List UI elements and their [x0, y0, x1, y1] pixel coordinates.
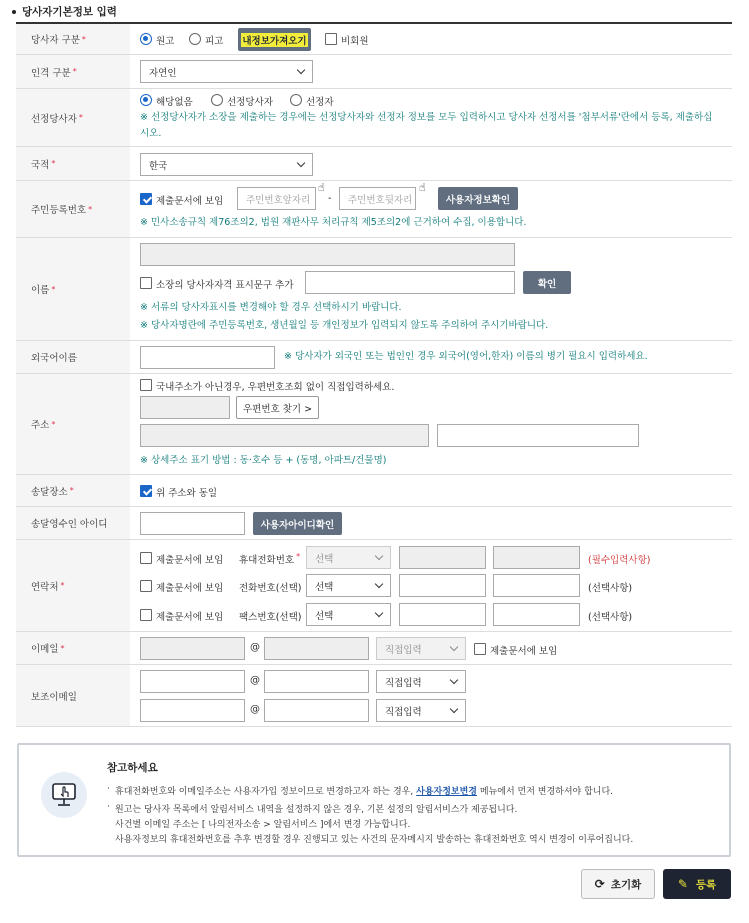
phone-hint: (선택사항): [588, 583, 633, 594]
verify-user-info-button[interactable]: 사용자정보확인: [438, 187, 518, 210]
chevron-down-icon: [450, 705, 458, 713]
fax-last-input[interactable]: [493, 603, 580, 626]
row-rrn: [16, 181, 732, 238]
row-name: [16, 238, 732, 341]
zipcode-input[interactable]: [140, 396, 230, 419]
sub-email-domain-input-2[interactable]: [264, 699, 369, 722]
rrn-dash: -: [328, 193, 332, 204]
reference-line-3: 사건별 이메일 주소는 [ 나의전자소송 > 알림서비스 ]에서 변경 가능합니다.: [115, 820, 411, 830]
mobile-prefix-select[interactable]: 선택: [306, 546, 391, 569]
radio-defendant-label: 피고: [205, 36, 224, 47]
address-main-input[interactable]: [140, 424, 429, 447]
row-address: [16, 374, 732, 475]
sub-email-domain-select-2[interactable]: 직접입력: [376, 699, 466, 722]
hand-cursor-icon: ☝: [318, 181, 325, 194]
row-sub-email: [16, 665, 732, 727]
row-party-type: [16, 24, 732, 55]
sub-email-domain-select-1[interactable]: 직접입력: [376, 670, 466, 693]
receiver-id-input[interactable]: [140, 512, 245, 535]
chevron-down-icon: [375, 552, 383, 560]
phone-last-input[interactable]: [493, 574, 580, 597]
mobile-show-label: 제출문서에 보임: [156, 555, 224, 566]
submit-button[interactable]: ✎ 등록: [663, 869, 731, 899]
rrn-show-checkbox[interactable]: [140, 193, 152, 205]
radio-selected-party[interactable]: [211, 94, 223, 106]
qualification-input[interactable]: [305, 271, 515, 294]
phone-middle-input[interactable]: [399, 574, 486, 597]
mobile-middle-input[interactable]: [399, 546, 486, 569]
label-nationality: 국적 *: [16, 147, 130, 180]
hand-cursor-icon: ☝: [419, 181, 426, 194]
row-email: [16, 632, 732, 665]
radio-defendant[interactable]: [189, 33, 201, 45]
reference-line-4: 사용자정보의 휴대전화번호를 추후 변경할 경우 진행되고 있는 사건의 문자메시지 발송하는 휴대전화번호 역시 변경이 이루어집니다.: [115, 835, 634, 845]
section-title: 당사자기본정보 입력: [12, 4, 117, 19]
same-address-label: 위 주소와 동일: [156, 488, 218, 499]
label-party-type: 당사자 구분 *: [16, 24, 130, 54]
person-type-select[interactable]: 자연인: [140, 60, 313, 83]
mobile-hint: (필수입력사항): [588, 555, 651, 566]
address-detail-input[interactable]: [437, 424, 639, 447]
label-foreign-name: 외국어이름: [16, 341, 130, 373]
non-member-label: 비회원: [341, 36, 369, 47]
fax-label: 팩스번호(선택): [239, 612, 302, 623]
label-contact: 연락처 *: [16, 540, 130, 631]
email-domain-select[interactable]: 직접입력: [376, 637, 466, 660]
foreign-name-note: ※ 당사자가 외국인 또는 법인인 경우 외국어(영어,한자) 이름의 병기 필요시 입력하세요.: [284, 351, 648, 362]
label-rrn: 주민등록번호 *: [16, 181, 130, 237]
row-delivery-receiver: [16, 507, 732, 540]
email-domain-input[interactable]: [264, 637, 369, 660]
label-email: 이메일 *: [16, 632, 130, 664]
reference-line-2: · 원고는 당사자 목록에서 알림서비스 내역을 설정하지 않은 경우, 기본 설정의 알림서비스가 제공됩니다.: [107, 802, 518, 815]
mobile-show-checkbox[interactable]: [140, 552, 152, 564]
reference-line-1: · 휴대전화번호와 이메일주소는 사용자가입 정보이므로 변경하고자 하는 경우, 사용자정보변경 메뉴에서 먼저 변경하셔야 합니다.: [107, 784, 614, 797]
email-at: @: [250, 642, 260, 653]
label-delivery-receiver: 송달영수인 아이디: [16, 507, 130, 539]
rrn-show-label: 제출문서에 보임: [156, 196, 224, 207]
radio-selector[interactable]: [290, 94, 302, 106]
phone-show-label: 제출문서에 보임: [156, 583, 224, 594]
find-zipcode-button[interactable]: 우편번호 찾기 >: [236, 396, 319, 419]
refresh-icon: ⟳: [594, 877, 605, 891]
selected-party-note: ※ 선정당사자가 소장을 제출하는 경우에는 선정당사자와 선정자 정보를 모두 입력하시고 당사자 선정서를 '첨부서류'란에서 등록, 제출하십시오.: [140, 112, 713, 139]
sub-email-at-2: @: [250, 704, 260, 715]
reset-button[interactable]: ⟳ 초기화: [581, 869, 655, 899]
row-selected-party: [16, 89, 732, 147]
email-show-checkbox[interactable]: [474, 643, 486, 655]
load-my-info-button[interactable]: 내정보가져오기: [238, 28, 311, 51]
address-note: ※ 상세주소 표기 방법 : 동·호수 등 + (동명, 아파트/건물명): [140, 455, 387, 466]
pencil-icon: ✎: [677, 877, 688, 891]
email-show-label: 제출문서에 보임: [490, 646, 558, 657]
radio-selector-label: 선정자: [306, 97, 334, 108]
reference-title: 참고하세요: [107, 762, 158, 774]
sub-email-local-input-2[interactable]: [140, 699, 245, 722]
qualification-label: 소장의 당사자자격 표시문구 추가: [156, 280, 294, 291]
phone-label: 전화번호(선택): [239, 583, 302, 594]
domestic-address-checkbox[interactable]: [140, 379, 152, 391]
radio-plaintiff[interactable]: [140, 33, 152, 45]
fax-hint: (선택사항): [588, 612, 633, 623]
label-delivery-place: 송달장소 *: [16, 475, 130, 506]
user-info-change-link[interactable]: 사용자정보변경: [416, 787, 477, 797]
label-name: 이름 *: [16, 238, 130, 340]
chevron-down-icon: [297, 66, 305, 74]
domestic-address-label: 국내주소가 아닌경우, 우편번호조회 없이 직접입력하세요.: [156, 382, 395, 393]
fax-middle-input[interactable]: [399, 603, 486, 626]
chevron-down-icon: [450, 676, 458, 684]
sub-email-at-1: @: [250, 675, 260, 686]
radio-selected-party-label: 선정당사자: [227, 97, 273, 108]
computer-icon: [41, 772, 87, 818]
label-address: 주소 *: [16, 374, 130, 474]
fax-prefix-select[interactable]: 선택: [306, 603, 391, 626]
mobile-label: 휴대전화번호 *: [239, 552, 301, 566]
chevron-down-icon: [375, 609, 383, 617]
label-person-type: 인격 구분 *: [16, 55, 130, 88]
radio-plaintiff-label: 원고: [156, 36, 175, 47]
rrn-note: ※ 민사소송규칙 제76조의2, 법원 재판사무 처리규칙 제5조의2에 근거하여 수집, 이용합니다.: [140, 217, 527, 228]
qualification-checkbox[interactable]: [140, 277, 152, 289]
nationality-select[interactable]: 한국: [140, 153, 313, 176]
foreign-name-input[interactable]: [140, 346, 275, 369]
mobile-last-input[interactable]: [493, 546, 580, 569]
row-contact: [16, 540, 732, 632]
fax-show-checkbox[interactable]: [140, 609, 152, 621]
radio-none-label: 해당없음: [156, 97, 193, 108]
fax-show-label: 제출문서에 보임: [156, 612, 224, 623]
qualification-confirm-button[interactable]: 확인: [523, 271, 571, 294]
name-note-2: ※ 당사자명란에 주민등록번호, 생년월일 등 개인정보가 입력되지 않도록 주의하여 주시기바랍니다.: [140, 320, 549, 331]
row-nationality: [16, 147, 732, 181]
name-note-1: ※ 서류의 당사자표시를 변경해야 할 경우 선택하시기 바랍니다.: [140, 302, 402, 313]
bullet-icon: [12, 10, 16, 14]
radio-none[interactable]: [140, 94, 152, 106]
email-local-input[interactable]: [140, 637, 245, 660]
reference-box: [17, 743, 731, 857]
row-person-type: [16, 55, 732, 89]
phone-show-checkbox[interactable]: [140, 580, 152, 592]
row-foreign-name: [16, 341, 732, 374]
sub-email-local-input-1[interactable]: [140, 670, 245, 693]
label-selected-party: 선정당사자 *: [16, 89, 130, 146]
row-delivery-place: [16, 475, 732, 507]
chevron-down-icon: [450, 643, 458, 651]
chevron-down-icon: [375, 580, 383, 588]
label-sub-email: 보조이메일: [16, 665, 130, 726]
chevron-down-icon: [297, 159, 305, 167]
verify-user-id-button[interactable]: 사용자아이디확인: [253, 512, 342, 535]
same-address-checkbox[interactable]: [140, 485, 152, 497]
sub-email-domain-input-1[interactable]: [264, 670, 369, 693]
phone-prefix-select[interactable]: 선택: [306, 574, 391, 597]
rrn-back-input[interactable]: 주민번호뒷자리: [339, 187, 416, 210]
name-input[interactable]: [140, 243, 515, 266]
rrn-front-input[interactable]: 주민번호앞자리: [237, 187, 316, 210]
non-member-checkbox[interactable]: [325, 33, 337, 45]
